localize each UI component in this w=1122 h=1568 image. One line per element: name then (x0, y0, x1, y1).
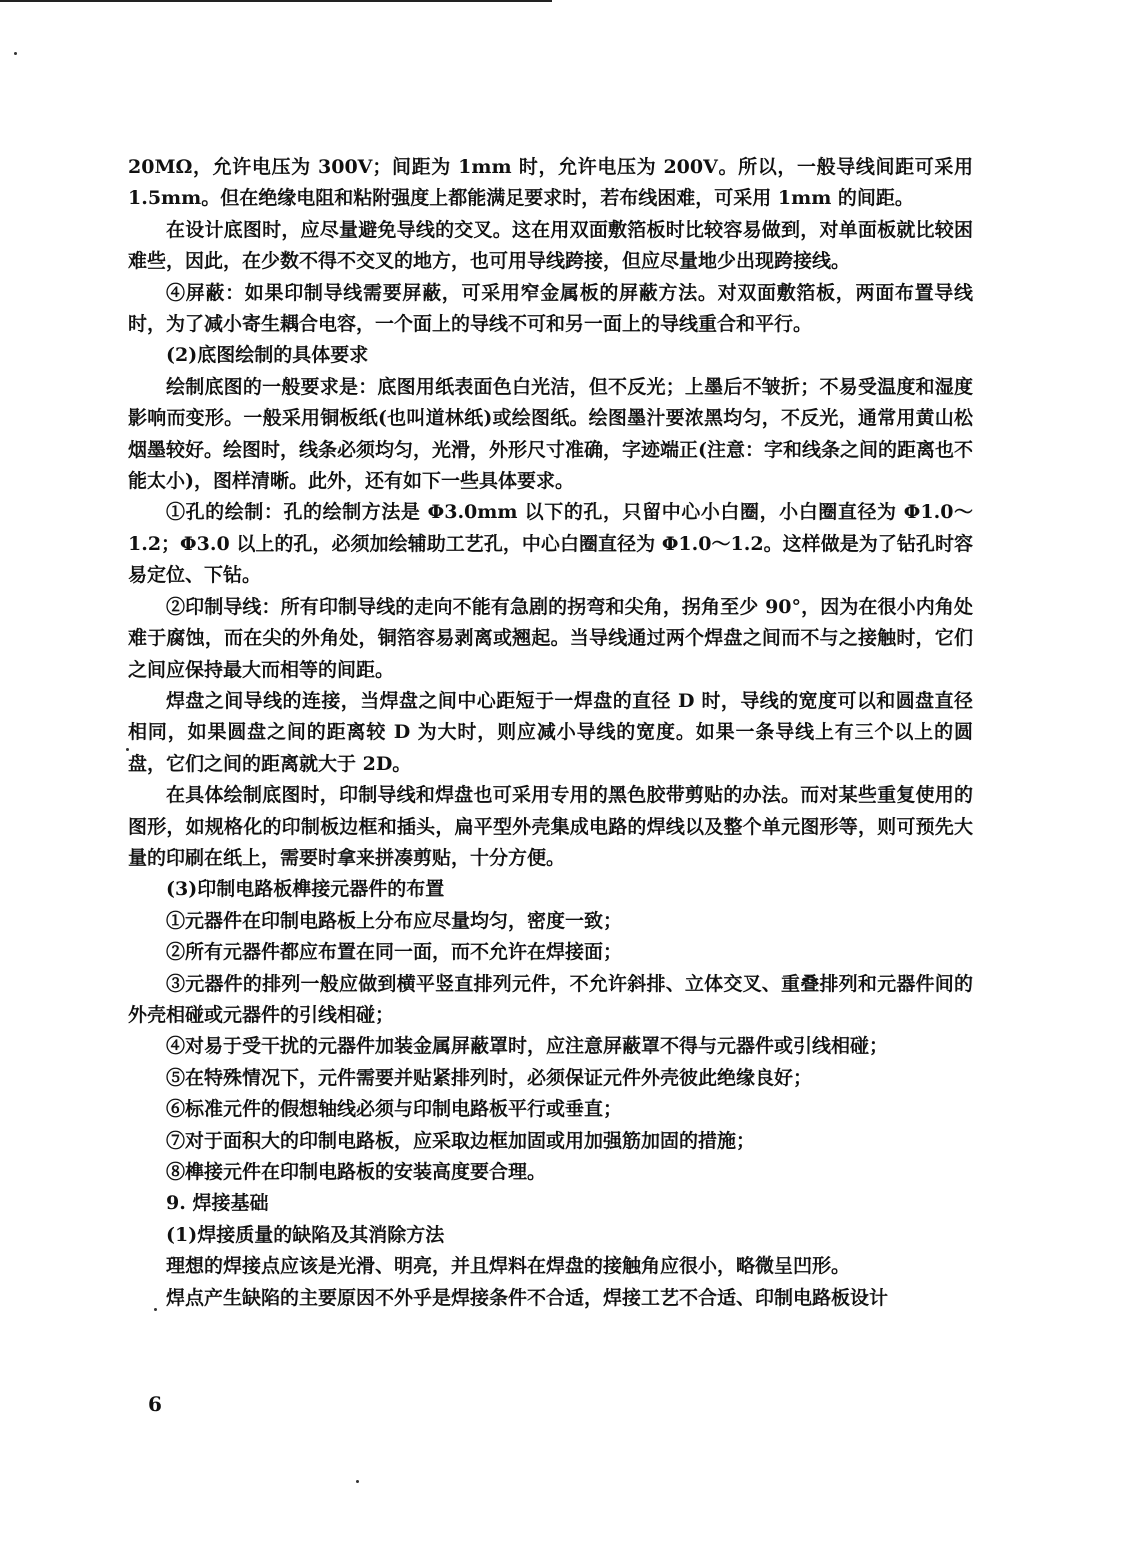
paragraph: 焊点产生缺陷的主要原因不外乎是焊接条件不合适，焊接工艺不合适、印制电路板设计 (166, 1286, 889, 1309)
paragraph: 理想的焊接点应该是光滑、明亮，并且焊料在焊盘的接触角应很小，略微呈凹形。 (166, 1255, 851, 1278)
paragraph: 在具体绘制底图时，印制导线和焊盘也可采用专用的黑色胶带剪贴的办法。而对某些重复使用的图形，如规格化的印制板边框和插头，扁平型外壳集成电路的焊线以及整个单元图形等，则可预先大量的印刷在纸上，需要时拿来拼凑剪贴，十分方便。 (128, 784, 973, 869)
page-number: 6 (148, 1392, 162, 1416)
paragraph-shielding: ④屏蔽：如果印制导线需要屏蔽，可采用窄金属板的屏蔽方法。对双面敷箔板，两面布置导线时，为了减小寄生耦合电容，一个面上的导线不可和另一面上的导线重合和平行。 (128, 281, 973, 336)
list-item: ⑦对于面积大的印制电路板，应采取边框加固或用加强筋加固的措施； (166, 1129, 756, 1152)
top-edge-rule (0, 0, 552, 2)
section-heading: (1)焊接质量的缺陷及其消除方法 (166, 1223, 445, 1246)
scan-speck (14, 52, 17, 55)
paragraph: 绘制底图的一般要求是：底图用纸表面色白光洁，但不反光；上墨后不皱折；不易受温度和湿度影响而变形。一般采用铜板纸(也叫道林纸)或绘图纸。绘图墨汁要浓黑均匀，不反光，通常用黄山松烟墨较好。绘图时，线条必须均匀，光滑，外形尺寸准确，字迹端正(注意：字和线条之间的距离也不能太小)，图样清晰。此外，还有如下一些具体要求。 (128, 375, 973, 493)
list-item: ②所有元器件都应布置在同一面，而不允许在焊接面； (166, 941, 623, 964)
list-item: ⑤在特殊情况下，元件需要并贴紧排列时，必须保证元件外壳彼此绝缘良好； (166, 1066, 813, 1089)
list-item: ①元器件在印制电路板上分布应尽量均匀，密度一致； (166, 909, 623, 932)
list-item: ③元器件的排列一般应做到横平竖直排列元件，不允许斜排、立体交叉、重叠排列和元器件间的外壳相碰或元器件的引线相碰； (128, 972, 973, 1026)
list-item: ⑧榫接元件在印制电路板的安装高度要合理。 (166, 1161, 547, 1183)
section-heading: 9. 焊接基础 (166, 1192, 269, 1215)
scan-speck (356, 1480, 359, 1483)
list-item: ④对易于受干扰的元器件加装金属屏蔽罩时，应注意屏蔽罩不得与元器件或引线相碰； (166, 1035, 889, 1058)
paragraph-continuation: 20MΩ，允许电压为 300V；间距为 1mm 时，允许电压为 200V。所以，一般导线间距可采用 1.5mm。但在绝缘电阻和粘附强度上都能满足要求时，若布线困难，可采用 1mm 的间距。 (128, 156, 973, 210)
section-heading: (2)底图绘制的具体要求 (166, 344, 369, 367)
section-heading: (3)印制电路板榫接元器件的布置 (166, 878, 445, 901)
paragraph-holes: ①孔的绘制：孔的绘制方法是 Φ3.0mm 以下的孔，只留中心小白圈，小白圈直径为 Φ1.0～1.2；Φ3.0 以上的孔，必须加绘辅助工艺孔，中心白圈直径为 Φ1.0～1.2。这样做是为了钻孔时容易定位、下钻。 (128, 501, 973, 587)
page-body (128, 152, 973, 1314)
paragraph-traces: ②印制导线：所有印制导线的走向不能有急剧的拐弯和尖角，拐角至少 90°，因为在很小内角处难于腐蚀，而在尖的外角处，铜箔容易剥离或翘起。当导线通过两个焊盘之间而不与之接触时，它们之间应保持最大而相等的间距。 (128, 595, 973, 681)
list-item: ⑥标准元件的假想轴线必须与印制电路板平行或垂直； (166, 1098, 623, 1121)
paragraph: 在设计底图时，应尽量避免导线的交叉。这在用双面敷箔板时比较容易做到，对单面板就比较困难些，因此，在少数不得不交叉的地方，也可用导线跨接，但应尽量地少出现跨接线。 (128, 218, 973, 273)
paragraph: 焊盘之间导线的连接，当焊盘之间中心距短于一焊盘的直径 D 时，导线的宽度可以和圆盘直径相同，如果圆盘之间的距离较 D 为大时，则应减小导线的宽度。如果一条导线上有三个以上的圆盘，它们之间的距离就大于 2D。 (128, 689, 973, 775)
